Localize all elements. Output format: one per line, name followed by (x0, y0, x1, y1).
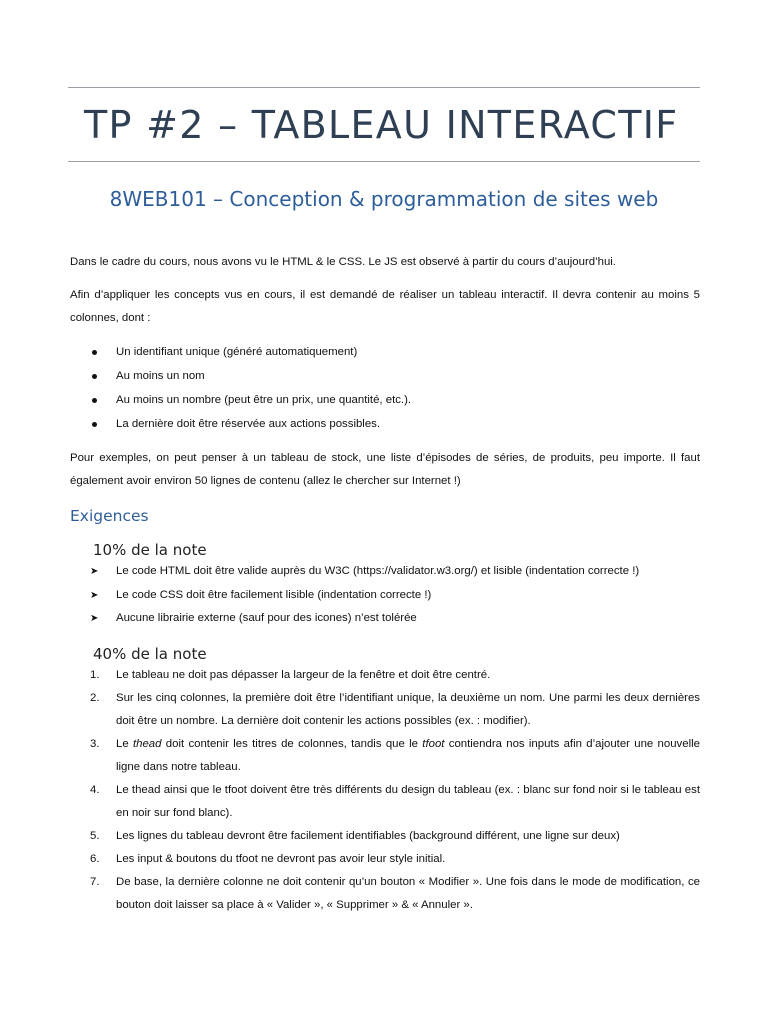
list-item (68, 388, 411, 412)
list-item-text (116, 738, 700, 773)
arrow-bullet-icon: ➤ (90, 613, 99, 624)
title-top-rule (68, 87, 700, 88)
list-item (68, 871, 700, 917)
list-item-text: Sur les cinq colonnes, la première doit être l’identifiant unique, la deuxième un nom. Une parmi les deux dernières doit être un nombre. La dernière doit contenir les actions possibles (ex. : modifier). (116, 692, 700, 727)
bullet-icon (92, 350, 97, 355)
list-item-number: 2. (90, 692, 100, 704)
examples-paragraph: Pour exemples, on peut penser à un tableau de stock, une liste d’épisodes de séries, de produits, peu importe. Il faut également avoir environ 50 lignes de contenu (allez le chercher sur Internet !) (70, 452, 700, 487)
list-item-number: 1. (90, 669, 100, 681)
section-40-heading: 40% de la note (93, 645, 207, 663)
section-10-heading: 10% de la note (93, 541, 207, 559)
list-item (68, 584, 639, 608)
list-item-number: 5. (90, 830, 100, 842)
arrow-bullet-icon: ➤ (90, 566, 99, 577)
section-40-list (68, 664, 700, 917)
page-title: TP #2 – TABLEAU INTERACTIF (84, 103, 679, 147)
list-item (68, 733, 700, 779)
list-item (68, 412, 411, 436)
list-item-number: 7. (90, 876, 100, 888)
title-bottom-rule (68, 161, 700, 162)
list-item (68, 687, 700, 733)
list-item (68, 364, 411, 388)
list-item-text: Le thead ainsi que le tfoot doivent être très différents du design du tableau (ex. : blanc sur fond noir si le tableau est en noir sur fond blanc). (116, 784, 700, 819)
list-item (68, 848, 700, 871)
intro-paragraph: Dans le cadre du cours, nous avons vu le HTML & le CSS. Le JS est observé à partir du cours d’aujourd’hui. (70, 256, 616, 268)
list-item-text: Le tableau ne doit pas dépasser la largeur de la fenêtre et doit être centré. (116, 669, 491, 681)
thead-term: thead (132, 738, 162, 750)
arrow-bullet-icon: ➤ (90, 589, 99, 601)
bullet-icon (92, 398, 97, 403)
list-item (68, 825, 700, 848)
exigences-heading: Exigences (70, 507, 149, 525)
section-10-list (68, 560, 639, 631)
list-item (68, 779, 700, 825)
requirement-paragraph: Afin d’appliquer les concepts vus en cours, il est demandé de réaliser un tableau interactif. Il devra contenir au moins 5 colonnes, dont : (70, 289, 700, 324)
list-item-text: Les lignes du tableau devront être facilement identifiables (background différent, une ligne sur deux) (116, 830, 620, 842)
list-item-text: Le code CSS doit être facilement lisible (indentation correcte !) (116, 588, 432, 601)
list-item-text: Aucune librairie externe (sauf pour des icones) n’est tolérée (116, 612, 417, 624)
column-bullet-list (68, 340, 411, 436)
list-item-number: 3. (90, 738, 100, 750)
list-item-text: De base, la dernière colonne ne doit contenir qu’un bouton « Modifier ». Une fois dans le mode de modification, ce bouton doit laisser sa place à « Valider », « Supprimer » & « Annuler ». (116, 876, 700, 911)
page-subtitle: 8WEB101 – Conception & programmation de sites web (109, 187, 659, 211)
text-fragment: contiendra nos inputs afin d’ajouter une nouvelle ligne dans notre tableau. (116, 738, 700, 773)
list-item (68, 664, 700, 687)
list-item-number: 4. (90, 784, 100, 796)
list-item-text: Un identifiant unique (généré automatiquement) (116, 346, 358, 358)
list-item-text: Au moins un nom (116, 370, 205, 382)
list-item (68, 560, 639, 584)
bullet-icon (92, 374, 97, 379)
text-fragment: Le (116, 738, 133, 750)
bullet-icon (92, 422, 97, 427)
list-item (68, 340, 411, 364)
list-item-text: La dernière doit être réservée aux actions possibles. (116, 418, 381, 430)
list-item-text: Au moins un nombre (peut être un prix, une quantité, etc.). (116, 394, 412, 406)
list-item-number: 6. (90, 853, 100, 865)
tfoot-term: tfoot (422, 738, 445, 750)
list-item-text: Les input & boutons du tfoot ne devront pas avoir leur style initial. (116, 853, 446, 865)
text-fragment: doit contenir les titres de colonnes, tandis que le (161, 738, 423, 750)
list-item (68, 607, 639, 631)
list-item-text: Le code HTML doit être valide auprès du W3C (https://validator.w3.org/) et lisible (indentation correcte !) (116, 565, 640, 577)
